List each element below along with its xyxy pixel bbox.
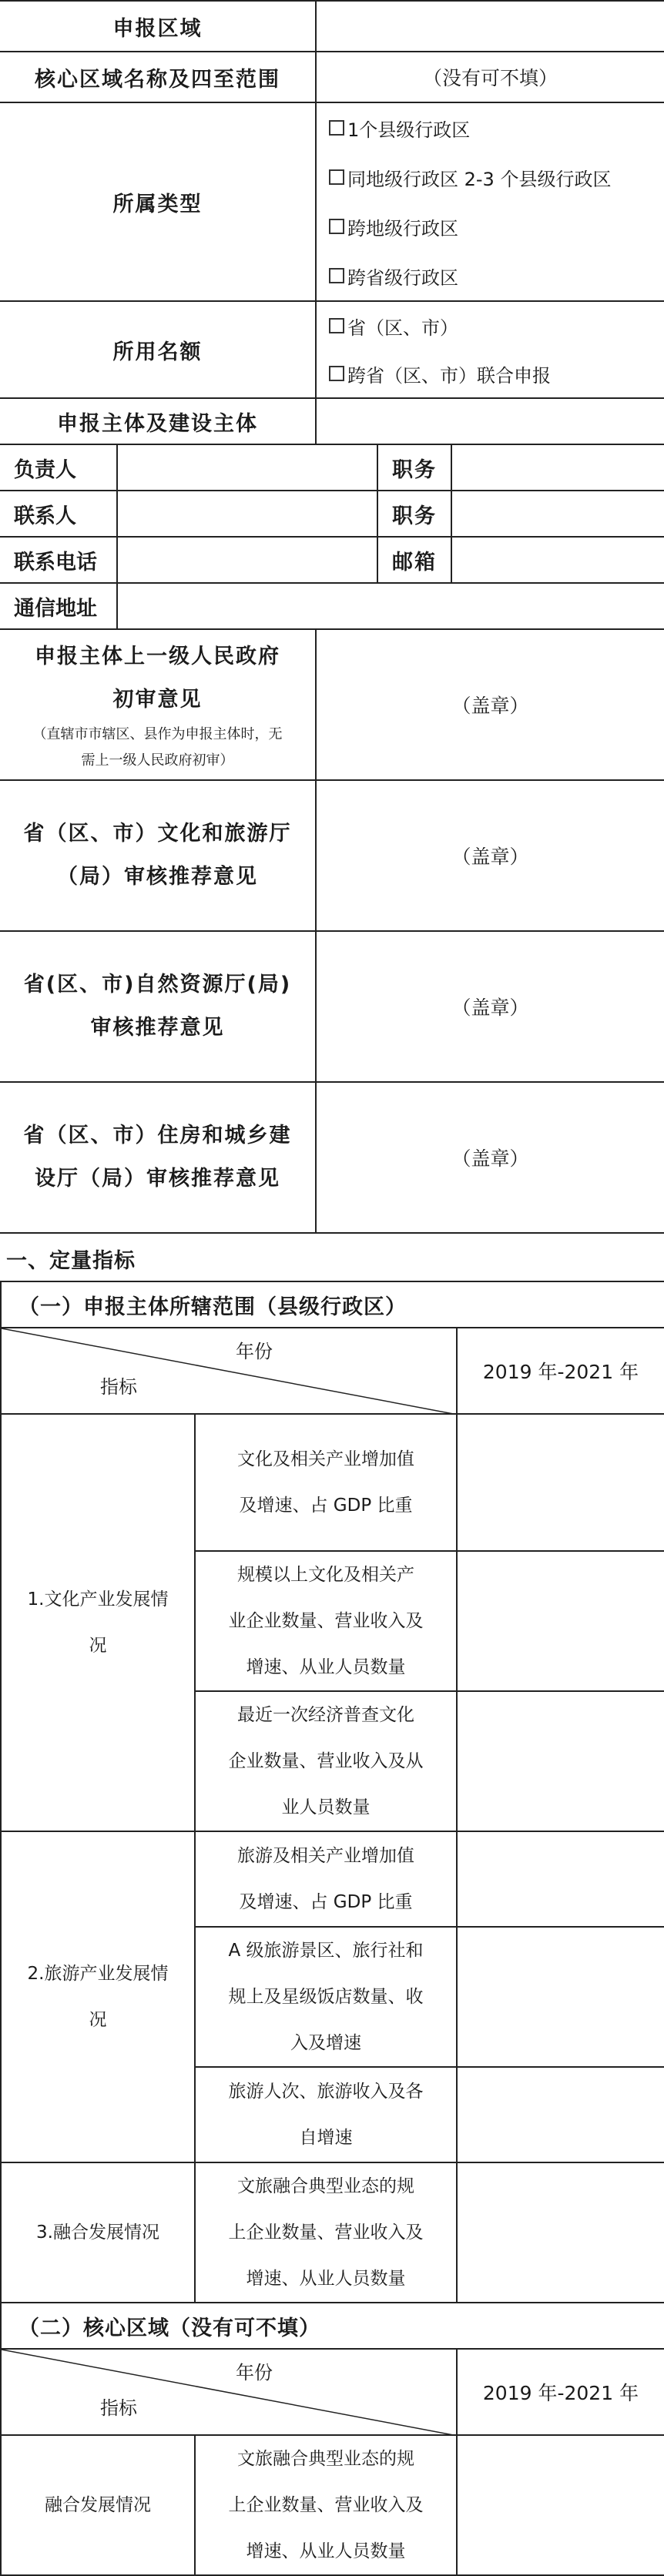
culture-item-3: 最近一次经济普查文化 企业数量、营业收入及从 业人员数量 [195, 1691, 457, 1831]
checkbox-icon[interactable] [329, 318, 344, 333]
culture-category: 1.文化产业发展情 况 [1, 1414, 195, 1831]
basic-info-table [0, 0, 664, 1234]
gov-opinion-label: 申报主体上一级人民政府 初审意见 （直辖市市辖区、县作为申报主体时，无 需上一级人民政府初审） [0, 629, 316, 780]
period-header-2: 2019 年-2021 年 [457, 2349, 664, 2435]
type-options [316, 102, 664, 301]
core-category: 融合发展情况 [1, 2435, 195, 2575]
tourism-item-2: A 级旅游景区、旅行社和 规上及星级饭店数量、收 入及增速 [195, 1927, 457, 2067]
tourism-item-3: 旅游人次、旅游收入及各 自增速 [195, 2067, 457, 2162]
tourism-category: 2.旅游产业发展情 况 [1, 1831, 195, 2162]
contact-label: 联系人 [0, 491, 117, 537]
culture-item-2-value[interactable] [457, 1551, 664, 1691]
region-value[interactable] [316, 1, 664, 52]
checkbox-icon[interactable] [329, 169, 344, 185]
culture-item-1: 文化及相关产业增加值 及增速、占 GDP 比重 [195, 1414, 457, 1551]
gov-opinion-note: （直辖市市辖区、县作为申报主体时，无 需上一级人民政府初审） [32, 726, 283, 769]
housing-opinion-seal: （盖章） [316, 1082, 664, 1233]
fusion-category: 3.融合发展情况 [1, 2162, 195, 2303]
type-label: 所属类型 [0, 102, 316, 301]
diagonal-line [2, 1328, 458, 1415]
resource-opinion-label: 省(区、市)自然资源厅(局) 审核推荐意见 [0, 931, 316, 1082]
core-area-label: 核心区域名称及四至范围 [0, 52, 316, 102]
entity-header-value [316, 398, 664, 444]
name-label: 所用名额 [0, 301, 316, 398]
quant-heading: 一、定量指标 [6, 1249, 136, 1273]
type-option-3[interactable]: 跨地级行政区 [317, 202, 664, 251]
period-header: 2019 年-2021 年 [457, 1328, 664, 1414]
indicator-label: 指标 [100, 1376, 137, 1398]
address-label: 通信地址 [0, 583, 117, 629]
section2-diagonal-header [1, 2349, 457, 2435]
section2-title: （二）核心区域（没有可不填） [1, 2303, 664, 2349]
culture-opinion-label: 省（区、市）文化和旅游厅 （局）审核推荐意见 [0, 780, 316, 931]
type-option-2[interactable]: 同地级行政区 2-3 个县级行政区 [317, 152, 664, 202]
section1-title: （一）申报主体所辖范围（县级行政区） [1, 1281, 664, 1328]
phone-label: 联系电话 [0, 537, 117, 583]
position-value-2[interactable] [451, 491, 664, 537]
responsible-value[interactable] [117, 444, 377, 491]
tourism-item-1: 旅游及相关产业增加值 及增速、占 GDP 比重 [195, 1831, 457, 1927]
position-label: 职务 [377, 444, 451, 491]
culture-item-1-value[interactable] [457, 1414, 664, 1551]
core-item: 文旅融合典型业态的规 上企业数量、营业收入及 增速、从业人员数量 [195, 2435, 457, 2575]
tourism-item-3-value[interactable] [457, 2067, 664, 2162]
year-label: 年份 [236, 1341, 273, 1362]
tourism-item-2-value[interactable] [457, 1927, 664, 2067]
section1-diagonal-header [1, 1328, 457, 1414]
position-label-2: 职务 [377, 491, 451, 537]
type-option-1[interactable]: 1个县级行政区 [317, 103, 664, 152]
culture-item-2: 规模以上文化及相关产 业企业数量、营业收入及 增速、从业人员数量 [195, 1551, 457, 1691]
checkbox-icon[interactable] [329, 219, 344, 234]
resource-opinion-seal: （盖章） [316, 931, 664, 1082]
diagonal-line [2, 2350, 458, 2436]
region-label: 申报区域 [0, 1, 316, 52]
culture-opinion-seal: （盖章） [316, 780, 664, 931]
quant-table [0, 1281, 664, 2576]
fusion-item-value[interactable] [457, 2162, 664, 2303]
gov-opinion-seal: （盖章） [316, 629, 664, 780]
year-label-2: 年份 [236, 2362, 273, 2383]
entity-header: 申报主体及建设主体 [0, 398, 316, 444]
address-value[interactable] [117, 583, 664, 629]
tourism-item-1-value[interactable] [457, 1831, 664, 1927]
email-value[interactable] [451, 537, 664, 583]
indicator-label-2: 指标 [100, 2397, 137, 2419]
type-option-4[interactable]: 跨省级行政区 [317, 251, 664, 300]
contact-value[interactable] [117, 491, 377, 537]
housing-opinion-label: 省（区、市）住房和城乡建 设厅（局）审核推荐意见 [0, 1082, 316, 1233]
core-area-hint: （没有可不填） [316, 52, 664, 102]
name-option-2[interactable]: 跨省（区、市）联合申报 [317, 350, 664, 397]
checkbox-icon[interactable] [329, 268, 344, 283]
position-value[interactable] [451, 444, 664, 491]
email-label: 邮箱 [377, 537, 451, 583]
responsible-label: 负责人 [0, 444, 117, 491]
name-option-1[interactable]: 省（区、市） [317, 302, 664, 350]
culture-item-3-value[interactable] [457, 1691, 664, 1831]
checkbox-icon[interactable] [329, 366, 344, 381]
core-item-value[interactable] [457, 2435, 664, 2575]
name-options [316, 301, 664, 398]
fusion-item: 文旅融合典型业态的规 上企业数量、营业收入及 增速、从业人员数量 [195, 2162, 457, 2303]
checkbox-icon[interactable] [329, 120, 344, 136]
phone-value[interactable] [117, 537, 377, 583]
